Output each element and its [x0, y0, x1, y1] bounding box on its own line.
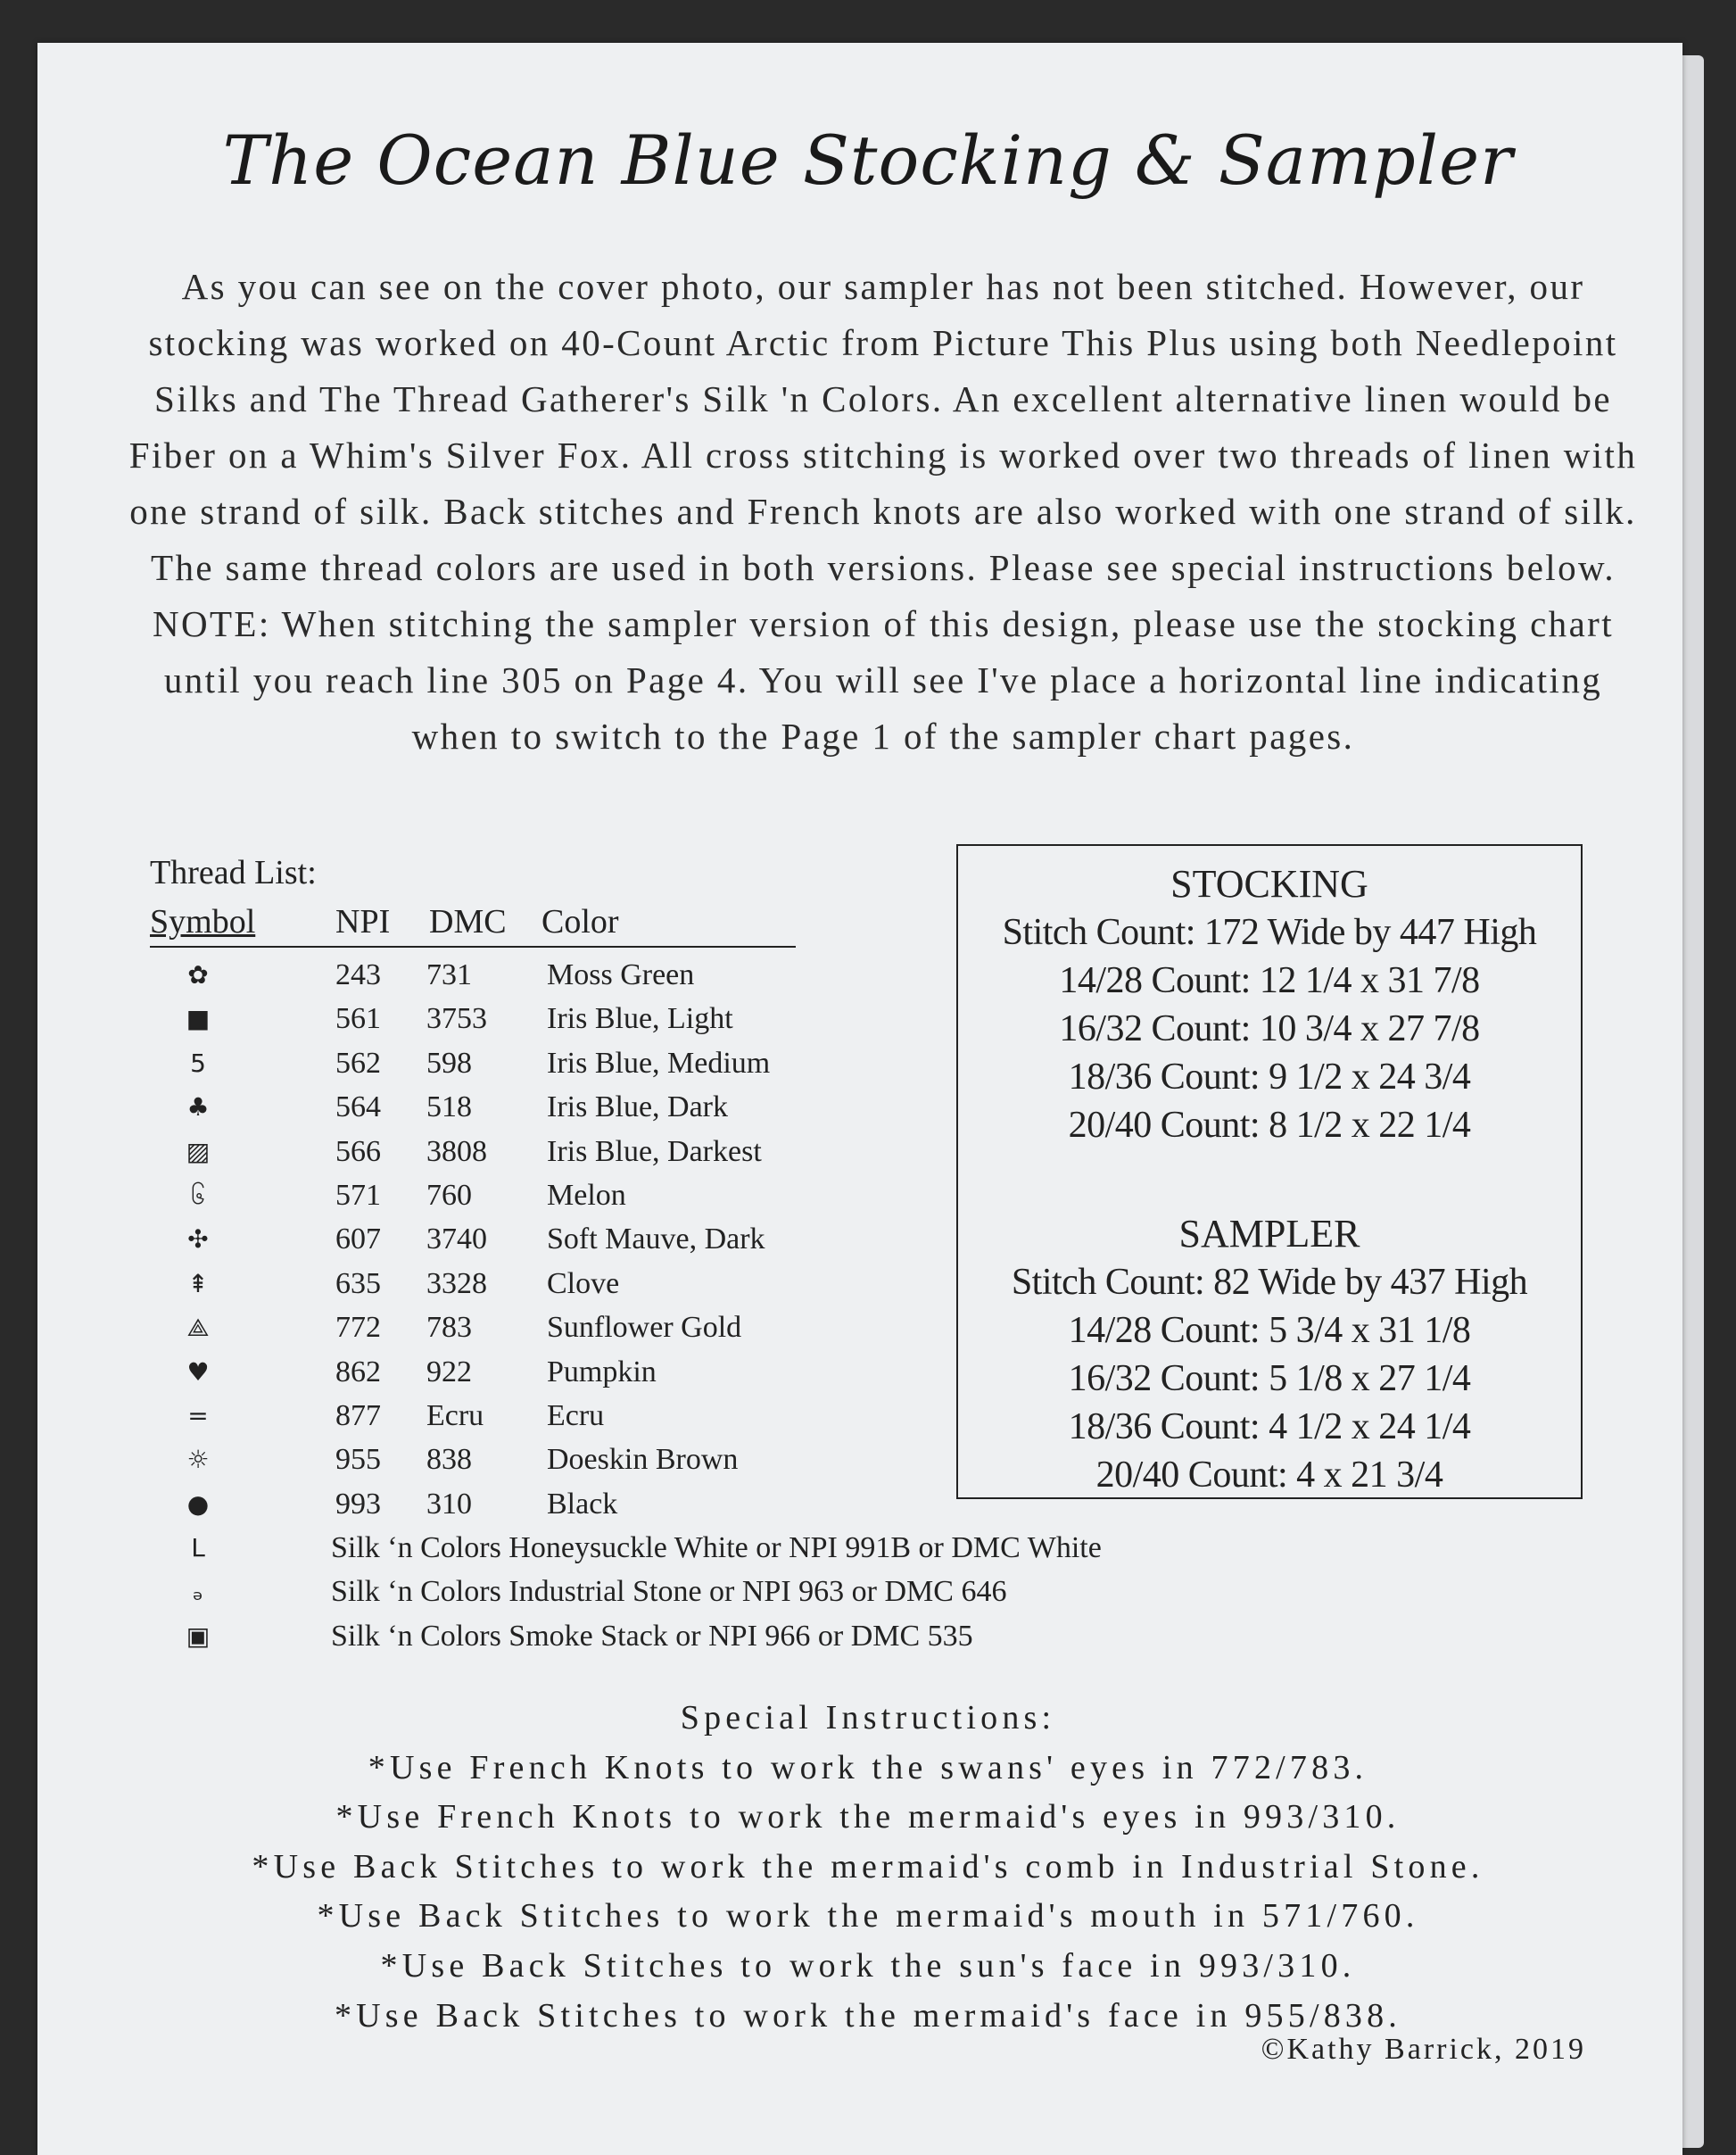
stocking-line: 16/32 Count: 10 3/4 x 27 7/8: [1059, 1008, 1480, 1049]
dmc-number: 760: [426, 1178, 472, 1212]
symbol-icon: ●: [186, 1488, 210, 1519]
symbol-icon: ⇞: [187, 1268, 209, 1298]
color-name: Moss Green: [547, 958, 695, 991]
thread-list-title: Thread List:: [150, 854, 317, 891]
special-item: *Use Back Stitches to work the mermaid's comb in Industrial Stone.: [252, 1847, 1484, 1886]
sampler-heading: SAMPLER: [1178, 1212, 1360, 1256]
dmc-number: 731: [426, 958, 472, 991]
stocking-line: 20/40 Count: 8 1/2 x 22 1/4: [1068, 1105, 1471, 1146]
color-name: Clove: [547, 1266, 620, 1300]
thread-row-alternate: [150, 1570, 1203, 1613]
dmc-number: 310: [426, 1487, 472, 1521]
color-name: Black: [547, 1487, 618, 1521]
color-name: Iris Blue, Darkest: [547, 1134, 762, 1168]
special-item: *Use Back Stitches to work the mermaid's face in 955/838.: [334, 1996, 1402, 2035]
npi-number: 877: [335, 1398, 381, 1432]
npi-number: 566: [335, 1134, 381, 1168]
npi-number: 955: [335, 1443, 381, 1477]
npi-number: 993: [335, 1487, 381, 1521]
npi-number: 862: [335, 1355, 381, 1388]
sampler-line: 18/36 Count: 4 1/2 x 24 1/4: [1068, 1406, 1471, 1447]
special-item: *Use French Knots to work the swans' eyes in 772/783.: [368, 1748, 1368, 1786]
header-dmc: DMC: [429, 903, 507, 941]
symbol-icon: ₔ: [193, 1577, 203, 1607]
symbol-icon: ■: [186, 1004, 211, 1034]
color-name: Ecru: [547, 1398, 605, 1432]
sampler-line: 20/40 Count: 4 x 21 3/4: [1095, 1455, 1443, 1496]
dmc-number: 518: [426, 1090, 472, 1124]
special-item: *Use French Knots to work the mermaid's eyes in 993/310.: [335, 1798, 1401, 1836]
dmc-number: Ecru: [426, 1398, 484, 1432]
header-npi: NPI: [335, 903, 391, 941]
symbol-icon: ၆: [191, 1180, 205, 1210]
symbol-icon: ⟁: [186, 1313, 210, 1343]
symbol-icon: ✣: [187, 1224, 209, 1255]
symbol-icon: ▨: [186, 1136, 211, 1166]
stocking-line: 14/28 Count: 12 1/4 x 31 7/8: [1059, 960, 1480, 1001]
header-color: Color: [541, 903, 619, 941]
document-title: The Ocean Blue Stocking & Sampler: [222, 120, 1514, 200]
color-name: Soft Mauve, Dark: [547, 1223, 765, 1256]
npi-number: 607: [335, 1223, 381, 1256]
sampler-line: 14/28 Count: 5 3/4 x 31 1/8: [1068, 1310, 1471, 1351]
symbol-icon: ♣: [186, 1092, 210, 1123]
dmc-number: 838: [426, 1443, 472, 1477]
dmc-number: 598: [426, 1046, 472, 1080]
color-name: Iris Blue, Dark: [547, 1090, 729, 1124]
alternate-thread-text: Silk ‘n Colors Honeysuckle White or NPI 991B or DMC White: [331, 1531, 1102, 1565]
npi-number: 635: [335, 1266, 381, 1300]
stitch-count-box: [956, 844, 1583, 1499]
thread-row-alternate: [150, 1614, 1203, 1658]
stocking-heading: STOCKING: [1170, 862, 1368, 906]
color-name: Melon: [547, 1178, 626, 1212]
symbol-icon: ♥: [186, 1356, 210, 1387]
npi-number: 562: [335, 1046, 381, 1080]
thread-row-alternate: [150, 1526, 1203, 1570]
intro-text: [125, 259, 1641, 765]
color-name: Iris Blue, Light: [547, 1002, 733, 1036]
alternate-thread-text: Silk ‘n Colors Smoke Stack or NPI 966 or DMC 535: [331, 1619, 973, 1653]
symbol-icon: =: [187, 1400, 209, 1430]
special-instructions: [0, 1694, 1736, 2041]
intro-paragraph: As you can see on the cover photo, our sampler has not been stitched. However, our stocking was worked on 40-Count Arctic from Picture This Plus using both Needlepoint Silks and The Thread Gatherer's Silk 'n Colors. An excellent alternative linen would be Fiber on a Whim's Silver Fox. All cross stitching is worked over two threads of linen with one strand of silk. Back stitches and French knots are also worked with one strand of silk. The same thread colors are used in both versions. Please see special instructions below.: [128, 266, 1638, 588]
npi-number: 571: [335, 1178, 381, 1212]
symbol-icon: L: [191, 1533, 205, 1563]
special-item: *Use Back Stitches to work the sun's face in 993/310.: [380, 1946, 1356, 1985]
symbol-icon: ▣: [186, 1620, 211, 1651]
npi-number: 564: [335, 1090, 381, 1124]
dmc-number: 783: [426, 1311, 472, 1345]
alternate-thread-text: Silk ‘n Colors Industrial Stone or NPI 963 or DMC 646: [331, 1575, 1007, 1609]
dmc-number: 922: [426, 1355, 472, 1388]
color-name: Pumpkin: [547, 1355, 657, 1388]
color-name: Iris Blue, Medium: [547, 1046, 771, 1080]
sampler-line: Stitch Count: 82 Wide by 437 High: [1011, 1262, 1528, 1303]
dmc-number: 3740: [426, 1223, 487, 1256]
npi-number: 561: [335, 1002, 381, 1036]
stocking-line: Stitch Count: 172 Wide by 447 High: [1002, 912, 1537, 953]
thread-list-header: [150, 898, 796, 948]
symbol-icon: ✿: [187, 960, 209, 990]
dmc-number: 3808: [426, 1134, 487, 1168]
symbol-icon: ☼: [186, 1445, 210, 1475]
color-name: Doeskin Brown: [547, 1443, 739, 1477]
header-symbol: Symbol: [150, 903, 256, 941]
npi-number: 243: [335, 958, 381, 991]
special-item: *Use Back Stitches to work the mermaid's mouth in 571/760.: [317, 1897, 1419, 1935]
color-name: Sunflower Gold: [547, 1311, 742, 1345]
dmc-number: 3753: [426, 1002, 487, 1036]
note-paragraph: NOTE: When stitching the sampler version of this design, please use the stocking chart until you reach line 305 on Page 4. You will see I've place a horizontal line indicating when to switch to the Page 1 of the sampler chart pages.: [152, 603, 1615, 757]
dmc-number: 3328: [426, 1266, 487, 1300]
sampler-line: 16/32 Count: 5 1/8 x 27 1/4: [1068, 1358, 1471, 1399]
npi-number: 772: [335, 1311, 381, 1345]
special-heading: Special Instructions:: [680, 1699, 1056, 1736]
copyright: ©Kathy Barrick, 2019: [1261, 2033, 1586, 2066]
symbol-icon: 5: [190, 1048, 206, 1078]
stocking-line: 18/36 Count: 9 1/2 x 24 3/4: [1068, 1057, 1471, 1098]
